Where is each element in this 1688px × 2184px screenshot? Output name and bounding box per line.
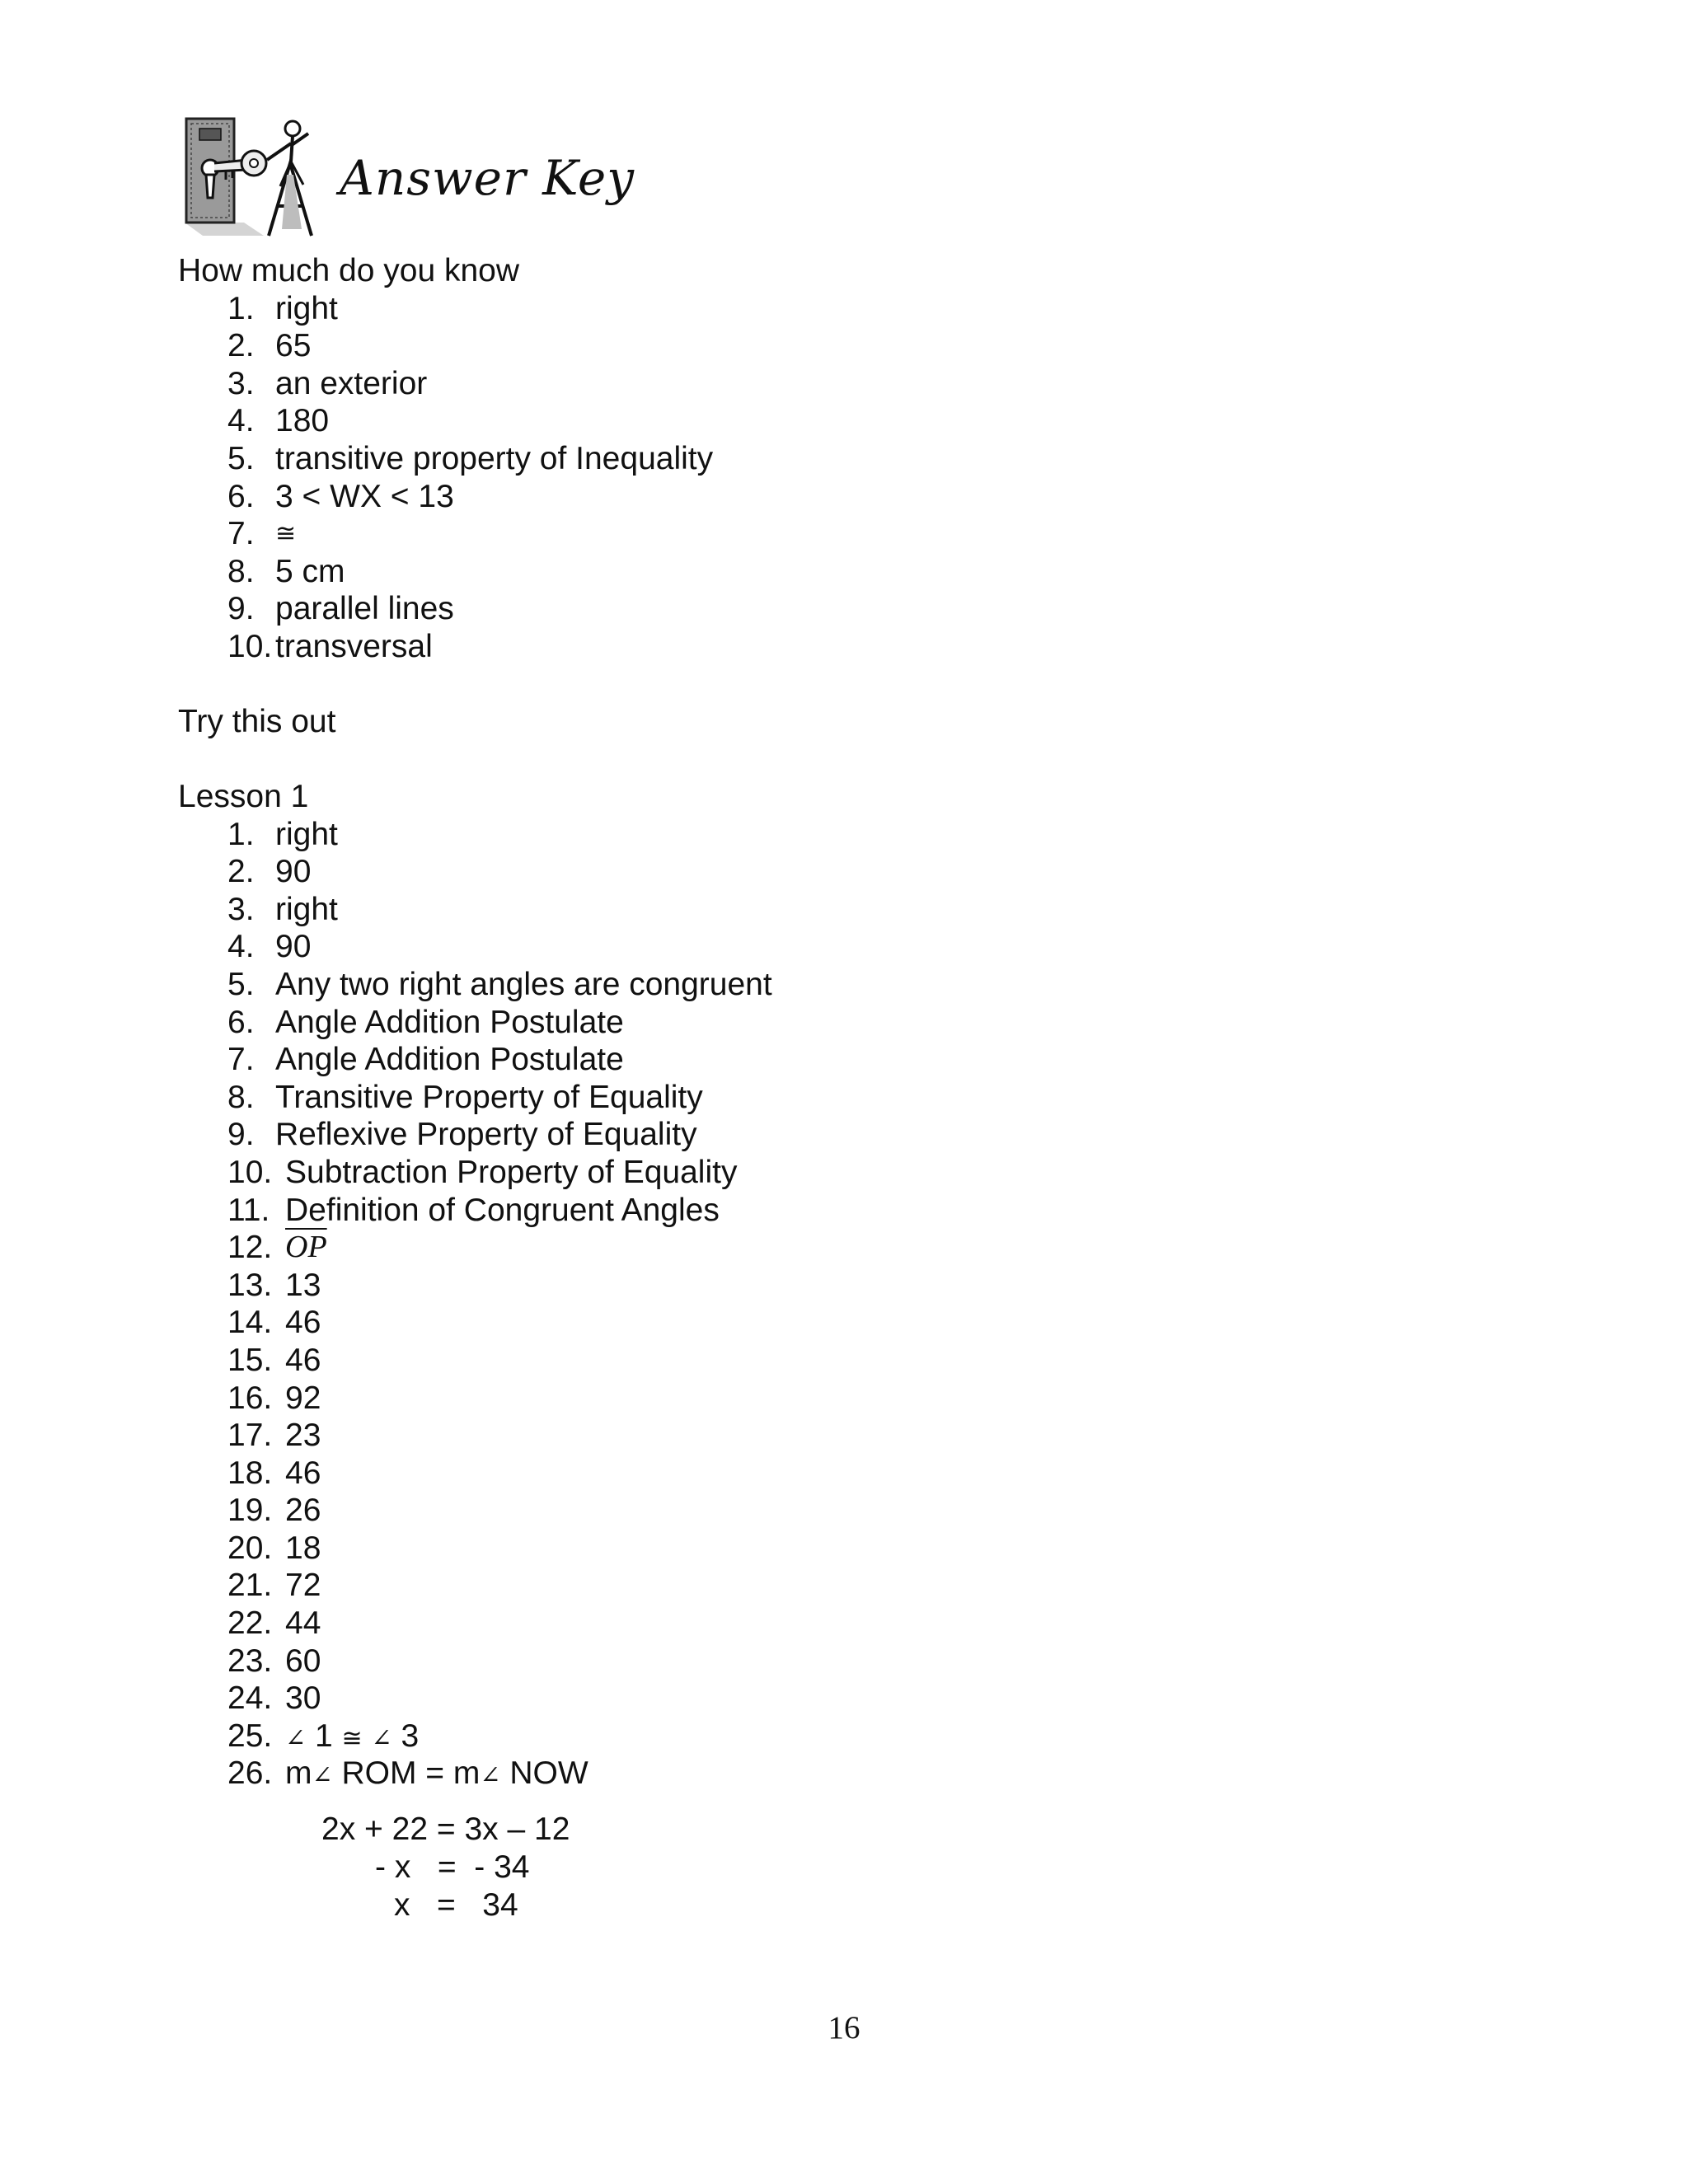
item-number: 3. (227, 891, 255, 927)
congruent-symbol: ≅ (275, 519, 297, 549)
item-number: 9. (227, 591, 255, 627)
angle-symbol: ∠ (285, 1723, 307, 1753)
item-number: 21. (227, 1568, 273, 1604)
list-item (178, 853, 312, 891)
item-answer: Reflexive Property of Equality (275, 1117, 697, 1153)
item-answer: Angle Addition Postulate (275, 1042, 624, 1078)
list-item (178, 1680, 321, 1718)
item-number: 24. (227, 1680, 273, 1717)
item-answer: 90 (275, 854, 312, 890)
item-answer: transitive property of Inequality (275, 440, 714, 476)
item-answer: Subtraction Property of Equality (285, 1154, 738, 1190)
item-number: 17. (227, 1418, 273, 1454)
item-number: 3. (227, 365, 255, 401)
item-number: 2. (227, 854, 255, 890)
item-answer: Any two right angles are congruent (275, 966, 772, 1002)
item-number: 7. (227, 1042, 255, 1078)
list-item (178, 1079, 703, 1117)
congruent-symbol: ≅ (341, 1723, 363, 1753)
list-item (178, 1380, 321, 1418)
item-answer: Angle Addition Postulate (275, 1004, 624, 1040)
list-item (178, 1267, 321, 1305)
item-number: 4. (227, 929, 255, 965)
item-answer: Definition of Congruent Angles (285, 1192, 720, 1228)
item-answer: 18 (285, 1530, 321, 1566)
item-answer: 90 (275, 929, 312, 965)
list-item (178, 553, 519, 591)
item-answer: 46 (285, 1342, 321, 1378)
item-number: 5. (227, 440, 255, 476)
list-item (178, 1154, 738, 1192)
item-answer: an exterior (275, 365, 428, 401)
item-answer: 5 cm (275, 553, 345, 589)
lesson-1-label: Lesson 1 (178, 779, 309, 814)
item-number: 10. (227, 1154, 273, 1190)
item-answer: right (275, 891, 338, 927)
list-item (178, 1455, 321, 1493)
list-item (178, 966, 772, 1004)
list-item (178, 1304, 321, 1342)
item-number: 19. (227, 1493, 273, 1529)
item-number: 14. (227, 1305, 273, 1341)
list-item (178, 928, 312, 966)
solution-work-line: 2x + 22 = 3x – 12 (321, 1811, 570, 1847)
item-answer: right (275, 816, 338, 852)
item-answer: ∠ 1 ≅ ∠ 3 (285, 1718, 420, 1754)
item-number: 4. (227, 403, 255, 439)
lesson-1-section (178, 778, 772, 1793)
list-item (178, 1755, 588, 1793)
list-item (178, 402, 519, 440)
list-item (178, 1229, 327, 1267)
item-answer: 46 (285, 1455, 321, 1491)
pretest-label: How much do you know (178, 253, 520, 288)
list-item (178, 290, 519, 328)
item-answer: m∠ ROM = m∠ NOW (285, 1755, 588, 1792)
list-item (178, 816, 338, 854)
angle-symbol: ∠ (371, 1723, 392, 1753)
item-number: 7. (227, 516, 255, 552)
list-item (178, 1643, 321, 1680)
item-number: 6. (227, 1004, 255, 1040)
item-number: 5. (227, 966, 255, 1002)
item-answer: 26 (285, 1493, 321, 1529)
list-item (178, 1417, 321, 1455)
list-item (178, 1605, 321, 1643)
page-title: Answer Key (340, 150, 635, 206)
list-item (178, 590, 519, 628)
list-item (178, 1041, 624, 1079)
list-item (178, 1004, 624, 1042)
item-number: 26. (227, 1755, 273, 1792)
list-item (178, 440, 714, 478)
list-item (178, 365, 519, 403)
list-item (178, 1116, 697, 1154)
item-answer: transversal (275, 628, 433, 664)
item-answer: 60 (285, 1643, 321, 1679)
item-number: 18. (227, 1455, 273, 1491)
try-this-out-label: Try this out (178, 704, 336, 739)
lesson-1-answer-list (178, 816, 772, 1793)
item-number: 16. (227, 1380, 273, 1416)
item-number: 2. (227, 328, 255, 364)
item-answer: 30 (285, 1680, 321, 1717)
pretest-section (178, 252, 714, 666)
segment-op: $\overline{OP}$ (285, 1230, 327, 1265)
item-answer: right (275, 290, 338, 326)
item-number: 13. (227, 1267, 273, 1303)
item-number: 10. (227, 628, 273, 664)
item-answer: parallel lines (275, 591, 454, 627)
item-number: 25. (227, 1718, 273, 1754)
item-number: 23. (227, 1643, 273, 1679)
item-answer: 13 (285, 1267, 321, 1303)
item-number: 1. (227, 816, 255, 852)
solution-work-line: - x = - 34 (375, 1849, 530, 1885)
pretest-answer-list (178, 290, 714, 666)
item-number: 6. (227, 478, 255, 514)
item-number: 15. (227, 1342, 273, 1378)
item-answer: 72 (285, 1568, 321, 1604)
list-item (178, 478, 519, 516)
item-answer: Transitive Property of Equality (275, 1079, 703, 1115)
item-answer: 46 (285, 1305, 321, 1341)
list-item (178, 1567, 321, 1605)
angle-symbol: ∠ (312, 1761, 333, 1791)
item-number: 11. (227, 1192, 270, 1228)
solution-work-line: x = 34 (394, 1887, 518, 1923)
list-item (178, 327, 519, 365)
item-number: 12. (227, 1230, 273, 1266)
list-item (178, 1192, 720, 1230)
item-answer: 23 (285, 1418, 321, 1454)
list-item (178, 1342, 321, 1380)
list-item (178, 1530, 321, 1568)
list-item (178, 515, 519, 553)
item-answer: 3 < WX < 13 (275, 478, 454, 514)
page-number: 16 (828, 2010, 860, 2046)
angle-symbol: ∠ (480, 1761, 501, 1791)
list-item (178, 1718, 420, 1755)
item-number: 22. (227, 1605, 273, 1642)
item-number: 20. (227, 1530, 273, 1566)
item-answer: 92 (285, 1380, 321, 1416)
item-answer: 44 (285, 1605, 321, 1642)
item-number: 1. (227, 290, 255, 326)
item-answer: 65 (275, 328, 312, 364)
item-number: 9. (227, 1117, 255, 1153)
list-item (178, 1492, 321, 1530)
item-number: 8. (227, 553, 255, 589)
item-answer: 180 (275, 403, 330, 439)
list-item (178, 628, 519, 666)
key-in-lock-icon (178, 105, 315, 237)
item-number: 8. (227, 1079, 255, 1115)
list-item (178, 891, 338, 929)
